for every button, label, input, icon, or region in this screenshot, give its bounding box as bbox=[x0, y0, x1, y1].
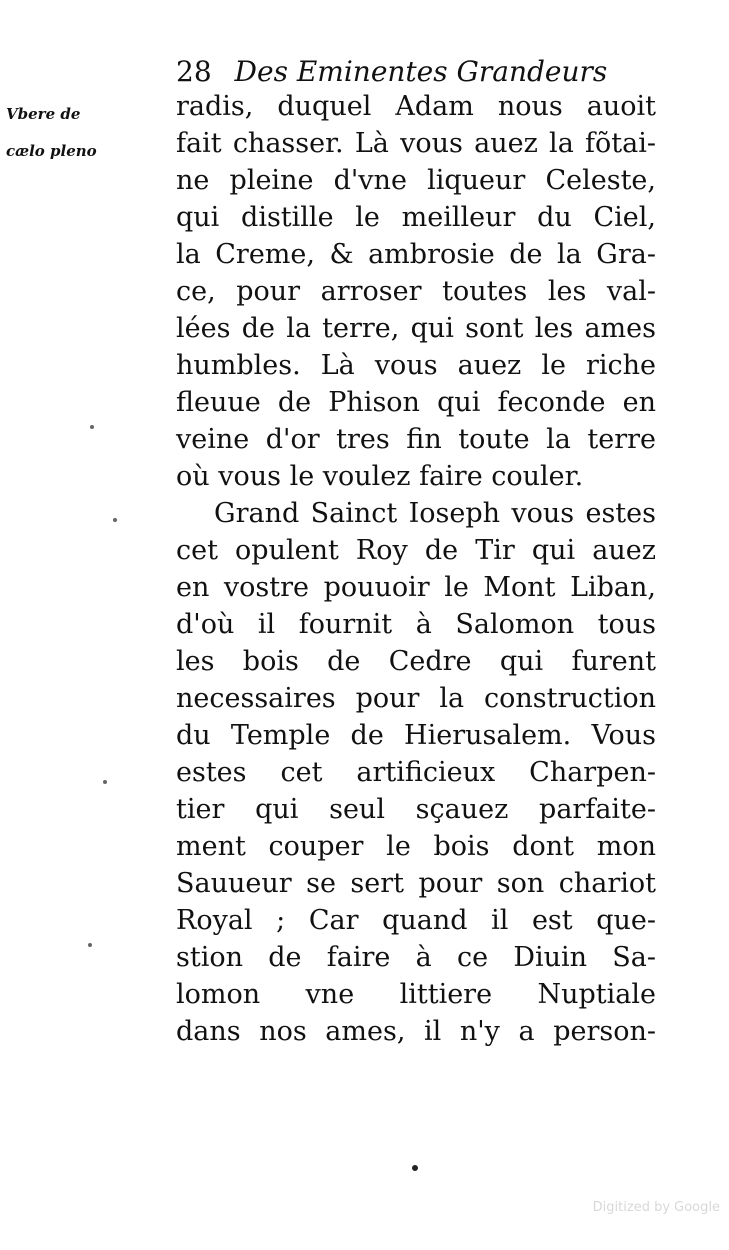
ink-speck bbox=[88, 943, 92, 947]
paragraph-start-line: Grand Sainct Ioseph vous estes bbox=[214, 498, 656, 529]
text-line: ne pleine d'vne liqueur Celeste, bbox=[176, 165, 656, 196]
text-line: lomon vne littiere Nuptiale bbox=[176, 979, 656, 1010]
body-text bbox=[176, 88, 656, 1050]
text-line: lées de la terre, qui sont les ames bbox=[176, 313, 656, 344]
text-line: stion de faire à ce Diuin Sa- bbox=[176, 942, 656, 973]
text-line: fait chasser. Là vous auez la fõtai- bbox=[176, 128, 656, 159]
text-line: humbles. Là vous auez le riche bbox=[176, 350, 656, 381]
running-head bbox=[176, 52, 656, 92]
ink-speck bbox=[90, 425, 94, 429]
marginal-note-line: cælo pleno bbox=[6, 142, 97, 160]
text-line: la Creme, & ambrosie de la Gra- bbox=[176, 239, 656, 270]
text-line: fleuue de Phison qui feconde en bbox=[176, 387, 656, 418]
ink-speck bbox=[103, 780, 107, 784]
page-number: 28 bbox=[176, 55, 212, 88]
text-line: qui distille le meilleur du Ciel, bbox=[176, 202, 656, 233]
text-line: dans nos ames, il n'y a person- bbox=[176, 1016, 656, 1047]
ink-speck bbox=[412, 1165, 418, 1171]
text-line: d'où il fournit à Salomon tous bbox=[176, 609, 656, 640]
text-line: les bois de Cedre qui furent bbox=[176, 646, 656, 677]
text-line: ment couper le bois dont mon bbox=[176, 831, 656, 862]
text-line: radis, duquel Adam nous auoit bbox=[176, 91, 656, 122]
text-line: tier qui seul sçauez parfaite- bbox=[176, 794, 656, 825]
text-line: ce, pour arroser toutes les val- bbox=[176, 276, 656, 307]
text-line: en vostre pouuoir le Mont Liban, bbox=[176, 572, 656, 603]
ink-speck bbox=[113, 518, 117, 522]
text-line: Royal ; Car quand il est que- bbox=[176, 905, 656, 936]
text-line: où vous le voulez faire couler. bbox=[176, 461, 584, 492]
running-title: Des Eminentes Grandeurs bbox=[234, 55, 608, 88]
text-line: cet opulent Roy de Tir qui auez bbox=[176, 535, 656, 566]
text-line: veine d'or tres fin toute la terre bbox=[176, 424, 656, 455]
marginal-note-line: Vbere de bbox=[6, 105, 81, 123]
text-line: du Temple de Hierusalem. Vous bbox=[176, 720, 656, 751]
text-line: estes cet artificieux Charpen- bbox=[176, 757, 656, 788]
marginal-note bbox=[6, 96, 176, 170]
digitization-watermark: Digitized by Google bbox=[592, 1200, 720, 1215]
text-line: necessaires pour la construction bbox=[176, 683, 656, 714]
text-line: Sauueur se sert pour son chariot bbox=[176, 868, 656, 899]
